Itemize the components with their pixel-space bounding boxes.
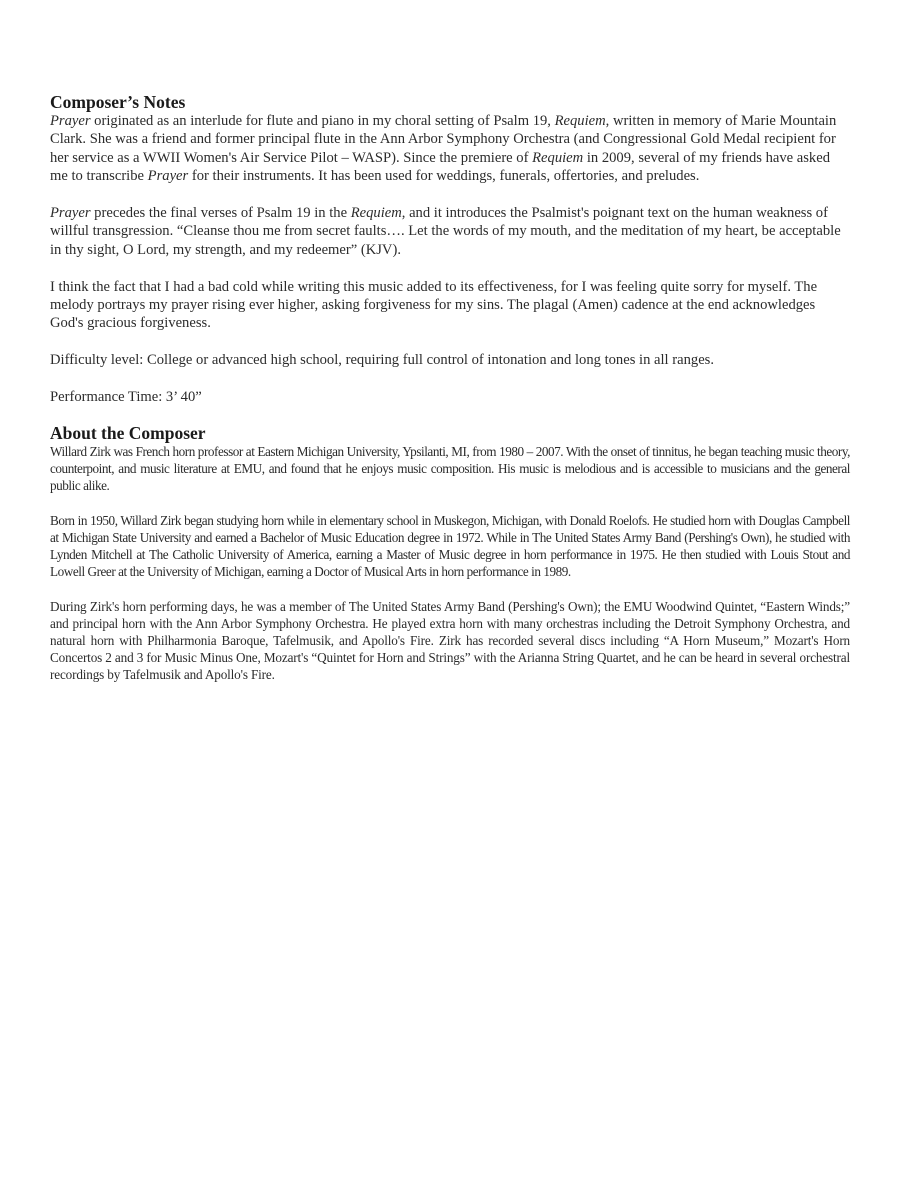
text-run: , written in memory of Marie Mountain Clark. She was a friend and former principal flute in the Ann Arbor Symphony Orchestra (and Congressional Gold Medal recipient for her service as a WWII Women's Air Service Pilot – WASP). Since the premiere of	[50, 113, 837, 166]
title-requiem: Requiem	[532, 149, 584, 166]
bio-paragraph-3: During Zirk's horn performing days, he was a member of The United States Army Band (Pershing's Own); the EMU Woodwind Quintet, “Eastern Winds;” and principal horn with the Ann Arbor Symphony Orchestra. He played extra horn with many orchestras including the Detroit Symphony Orchestra, and natural horn with Philharmonia Baroque, Tafelmusik, and Apollo's Fire. Zirk has recorded several discs including “A Horn Museum,” Mozart's Horn Concertos 2 and 3 for Music Minus One, Mozart's “Quintet for Horn and Strings” with the Arianna String Quartet, and he can be heard in several orchestral recordings by Tafelmusik and Apollo's Fire.	[50, 598, 850, 683]
composers-notes-section	[50, 92, 850, 406]
notes-paragraph-1	[50, 112, 850, 186]
title-requiem: Requiem	[350, 205, 402, 222]
text-run: for their instruments. It has been used for weddings, funerals, offertories, and preludes.	[188, 168, 700, 185]
title-requiem: Requiem	[554, 113, 606, 129]
notes-paragraph-3: I think the fact that I had a bad cold while writing this music added to its effectiveness, for I was feeling quite sorry for myself. The melody portrays my prayer rising ever higher, asking forgiveness for my sins. The plagal (Amen) cadence at the end acknowledges God's gracious forgiveness.	[50, 278, 818, 332]
bio-paragraph-1: Willard Zirk was French horn professor at Eastern Michigan University, Ypsilanti, MI, from 1980 – 2007. With the onset of tinnitus, he began teaching music theory, counterpoint, and music literature at EMU, and found that he enjoys music composition. His music is melodious and is accessible to musicians and the general public alike.	[50, 443, 850, 494]
text-run: originated as an interlude for flute and piano in my choral setting of Psalm 19,	[90, 113, 555, 129]
performance-time: Performance Time: 3’ 40”	[50, 389, 202, 406]
text-run: precedes the final verses of Psalm 19 in the	[90, 205, 351, 222]
about-composer-heading: About the Composer	[50, 422, 206, 443]
title-prayer: Prayer	[147, 168, 189, 185]
composers-notes-heading: Composer’s Notes	[50, 92, 186, 112]
text-run: in 2009, several of my friends have asked me to transcribe	[50, 149, 830, 185]
title-prayer: Prayer	[50, 205, 91, 222]
title-prayer: Prayer	[50, 113, 91, 129]
difficulty-level: Difficulty level: College or advanced high school, requiring full control of intonation and long tones in all ranges.	[50, 352, 714, 369]
notes-paragraph-2	[50, 204, 850, 259]
bio-paragraph-2: Born in 1950, Willard Zirk began studying horn while in elementary school in Muskegon, Michigan, with Donald Roelofs. He studied horn with Douglas Campbell at Michigan State University and earned a Bachelor of Music Education degree in 1972. While in The United States Army Band (Pershing's Own), he studied with Lynden Mitchell at The Catholic University of America, earning a Master of Music degree in horn performance in 1975. He then studied with Louis Stout and Lowell Greer at the University of Michigan, earning a Doctor of Musical Arts in horn performance in 1989.	[50, 512, 850, 580]
about-composer-section	[50, 423, 850, 684]
text-run: , and it introduces the Psalmist's poignant text on the human weakness of willful transgression. “Cleanse thou me from secret faults…. Let the words of my mouth, and the meditation of my heart, be acceptable in thy sight, O Lord, my strength, and my redeemer” (KJV).	[50, 205, 841, 258]
